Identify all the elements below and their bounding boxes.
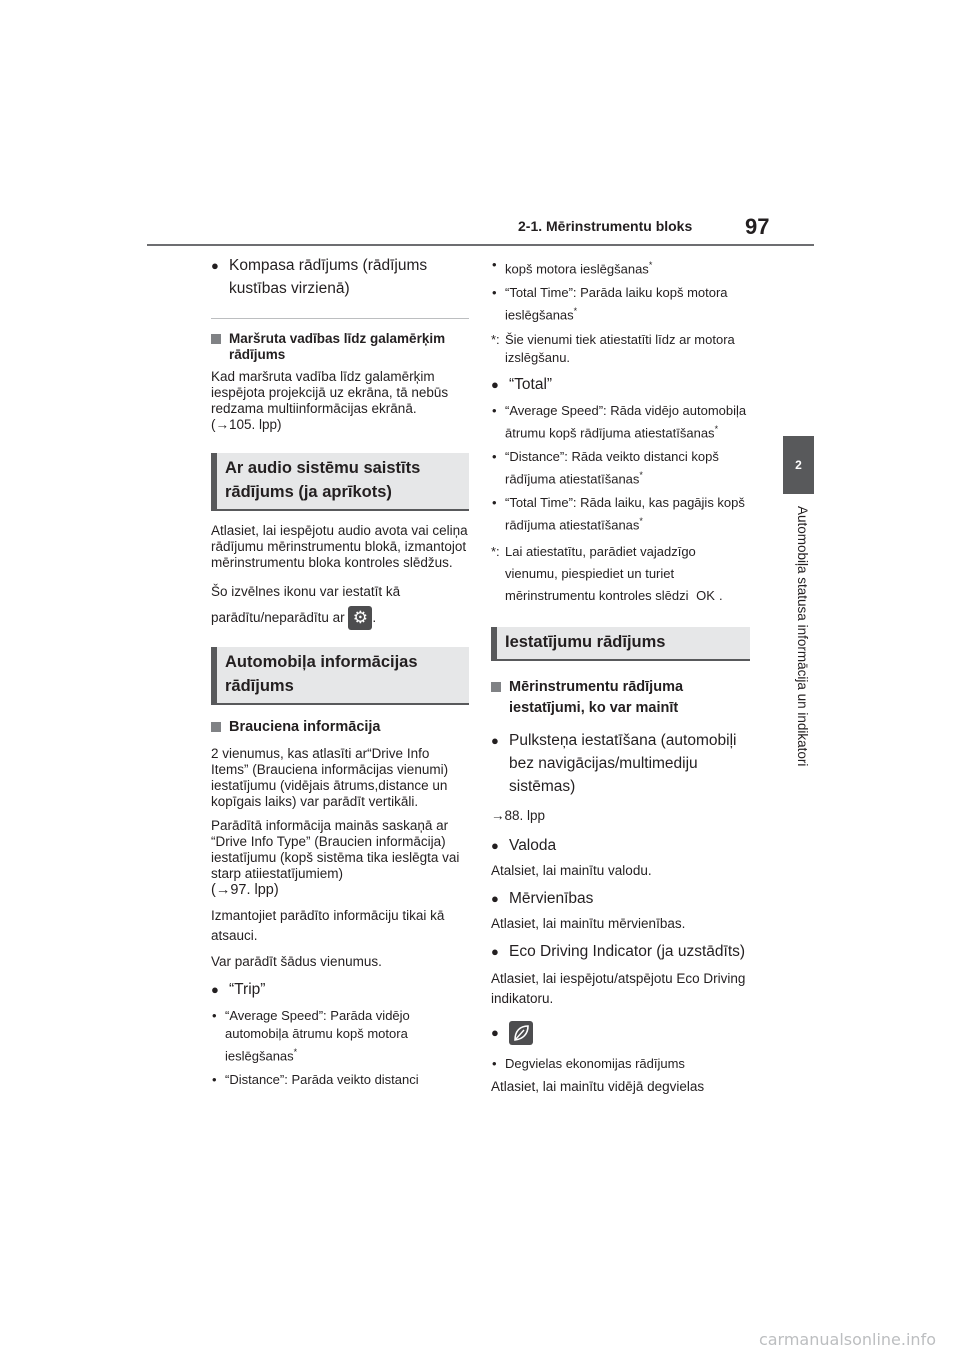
footnote-marker: * — [714, 423, 719, 434]
section-heading-settings: Iestatījumu rādījums — [491, 627, 750, 661]
header-divider — [147, 244, 814, 246]
page-number: 97 — [745, 214, 770, 239]
footnote-2-mark: *: — [491, 543, 500, 559]
footnote-marker: * — [639, 469, 643, 480]
bullet-clock: ● Pulksteņa iestatīšana (automobiļi bez navigācijas/multimediju sistēmas) — [491, 729, 750, 798]
item-distance-cont — [491, 256, 750, 278]
footnote-1-text: Šie vienumi tiek atiestatīti līdz ar motora izslēgšanu. — [505, 331, 735, 365]
para-trip-2: Parādītā informācija mainās saskaņā ar “Drive Info Type” (Braucien informācija) iestatījumu (kopš sistēma tika ieslēgta vai starp atiiestatījumiem) — [211, 818, 460, 881]
para-trip-2-ref: (→97. lpp) — [211, 882, 279, 898]
left-column — [211, 254, 469, 1095]
bullet-leaf — [491, 1021, 750, 1049]
item-avg-speed-2-text: “Average Speed”: Rāda vidējo automobiļa ātrumu kopš rādījuma atiestatīšanas — [505, 402, 747, 440]
item-distance-cont-text: kopš motora ieslēgšanas — [505, 261, 649, 277]
footnote-2-text: Lai atiestatītu, parādiet vajadzīgo vienumu, piespiediet un turiet mērinstrumentu kontroles slēdzi — [505, 543, 696, 603]
para-trip-4: Var parādīt šādus vienumus. — [211, 954, 382, 969]
para-icon-end: . — [372, 610, 377, 625]
bullet-trip: ● “Trip” — [211, 978, 469, 1001]
footnote-marker: * — [639, 516, 643, 527]
para-route: Kad maršruta vadība līdz galamērķim iespējota projekcijā uz ekrāna, tā nebūs redzama multiinformācijas ekrānā. — [211, 369, 449, 416]
item-total-time-2-text: “Total Time”: Rāda laiku, kas pagājis kopš rādījuma atiestatīšanas — [505, 495, 745, 533]
item-distance-2-text: “Distance”: Rāda veikto distanci kopš rādījuma atiestatīšanas — [505, 448, 719, 487]
para-eco: Atlasiet, lai iespējotu/atspējotu Eco Driving indikatoru. — [491, 970, 746, 1006]
para-audio: Atlasiet, lai iespējotu audio avota vai celiņa rādījumu mērinstrumentu blokā, izmantojot mērinstrumentu bloka kontroles slēdžus. — [211, 523, 468, 570]
eco-leaf-icon — [509, 1021, 533, 1045]
item-total-time-text: “Total Time”: Parāda laiku kopš motora ieslēgšanas — [505, 285, 728, 323]
footnote-marker: * — [573, 306, 578, 317]
item-distance-2 — [491, 448, 750, 488]
divider — [211, 318, 469, 319]
footnote-2-end: . — [718, 587, 723, 603]
item-distance: • “Distance”: Parāda veikto distanci — [211, 1071, 469, 1089]
footnote-1 — [491, 331, 750, 367]
subheading-trip: Brauciena informācija — [211, 717, 469, 738]
para-icon — [211, 579, 469, 631]
ref-clock: →88. lpp — [491, 807, 546, 823]
footnote-2 — [491, 541, 750, 607]
chapter-tab: 2 — [783, 436, 814, 494]
right-column — [491, 256, 750, 1103]
para-fuel: Atlasiet, lai mainītu vidējā degvielas — [491, 1078, 705, 1094]
subheading-route: Maršruta vadības līdz galamērķim rādījums — [211, 331, 469, 363]
ok-key-icon: OK — [696, 587, 715, 603]
bullet-language: ● Valoda — [491, 834, 750, 857]
footnote-marker: * — [293, 1047, 298, 1057]
footnote-1-mark: *: — [491, 331, 500, 347]
footnote-marker: * — [648, 260, 653, 270]
para-route-ref: (→105. lpp) — [211, 417, 282, 432]
item-avg-speed-text: “Average Speed”: Parāda vidējo automobiļa ātrumu kopš motora ieslēgšanas — [225, 1008, 410, 1064]
item-avg-speed-2 — [491, 402, 750, 442]
item-fuel-economy: • Degvielas ekonomijas rādījums — [491, 1055, 750, 1073]
para-trip-1: 2 vienumus, kas atlasīti ar“Drive Info Items” (Brauciena informācijas vienumi) iestatījumu (vidējais ātrums,distance un kopīgais laiks) var parādīt vertikāli. — [211, 746, 449, 809]
item-total-time-2 — [491, 494, 750, 534]
gear-icon: ⚙ — [348, 606, 372, 630]
para-trip-3: Izmantojiet parādīto informāciju tikai kā atsauci. — [211, 908, 445, 943]
bullet-total: ● “Total” — [491, 373, 750, 396]
section-header-title: 2-1. Mērinstrumentu bloks — [518, 218, 693, 234]
chapter-vertical-title: Automobiļa statusa informācija un indikatori — [795, 506, 810, 767]
item-avg-speed — [211, 1007, 469, 1065]
bullet-compass: ● Kompasa rādījums (rādījums kustības virzienā) — [211, 254, 469, 300]
section-heading-audio: Ar audio sistēmu saistīts rādījums (ja aprīkots) — [211, 453, 469, 511]
bullet-units: ● Mērvienības — [491, 887, 750, 910]
para-units: Atlasiet, lai mainītu mērvienības. — [491, 915, 686, 931]
subheading-settings: Mērinstrumentu rādījuma iestatījumi, ko var mainīt — [491, 677, 750, 719]
item-total-time — [491, 284, 750, 324]
para-language: Atalsiet, lai mainītu valodu. — [491, 862, 652, 878]
watermark: carmanualsonline.info — [758, 1330, 936, 1349]
section-heading-vehicle: Automobiļa informācijas rādījums — [211, 647, 469, 705]
bullet-eco: ● Eco Driving Indicator (ja uzstādīts) — [491, 940, 750, 963]
para-icon-text: Šo izvēlnes ikonu var iestatīt kā parādītu/neparādītu ar — [211, 584, 401, 625]
